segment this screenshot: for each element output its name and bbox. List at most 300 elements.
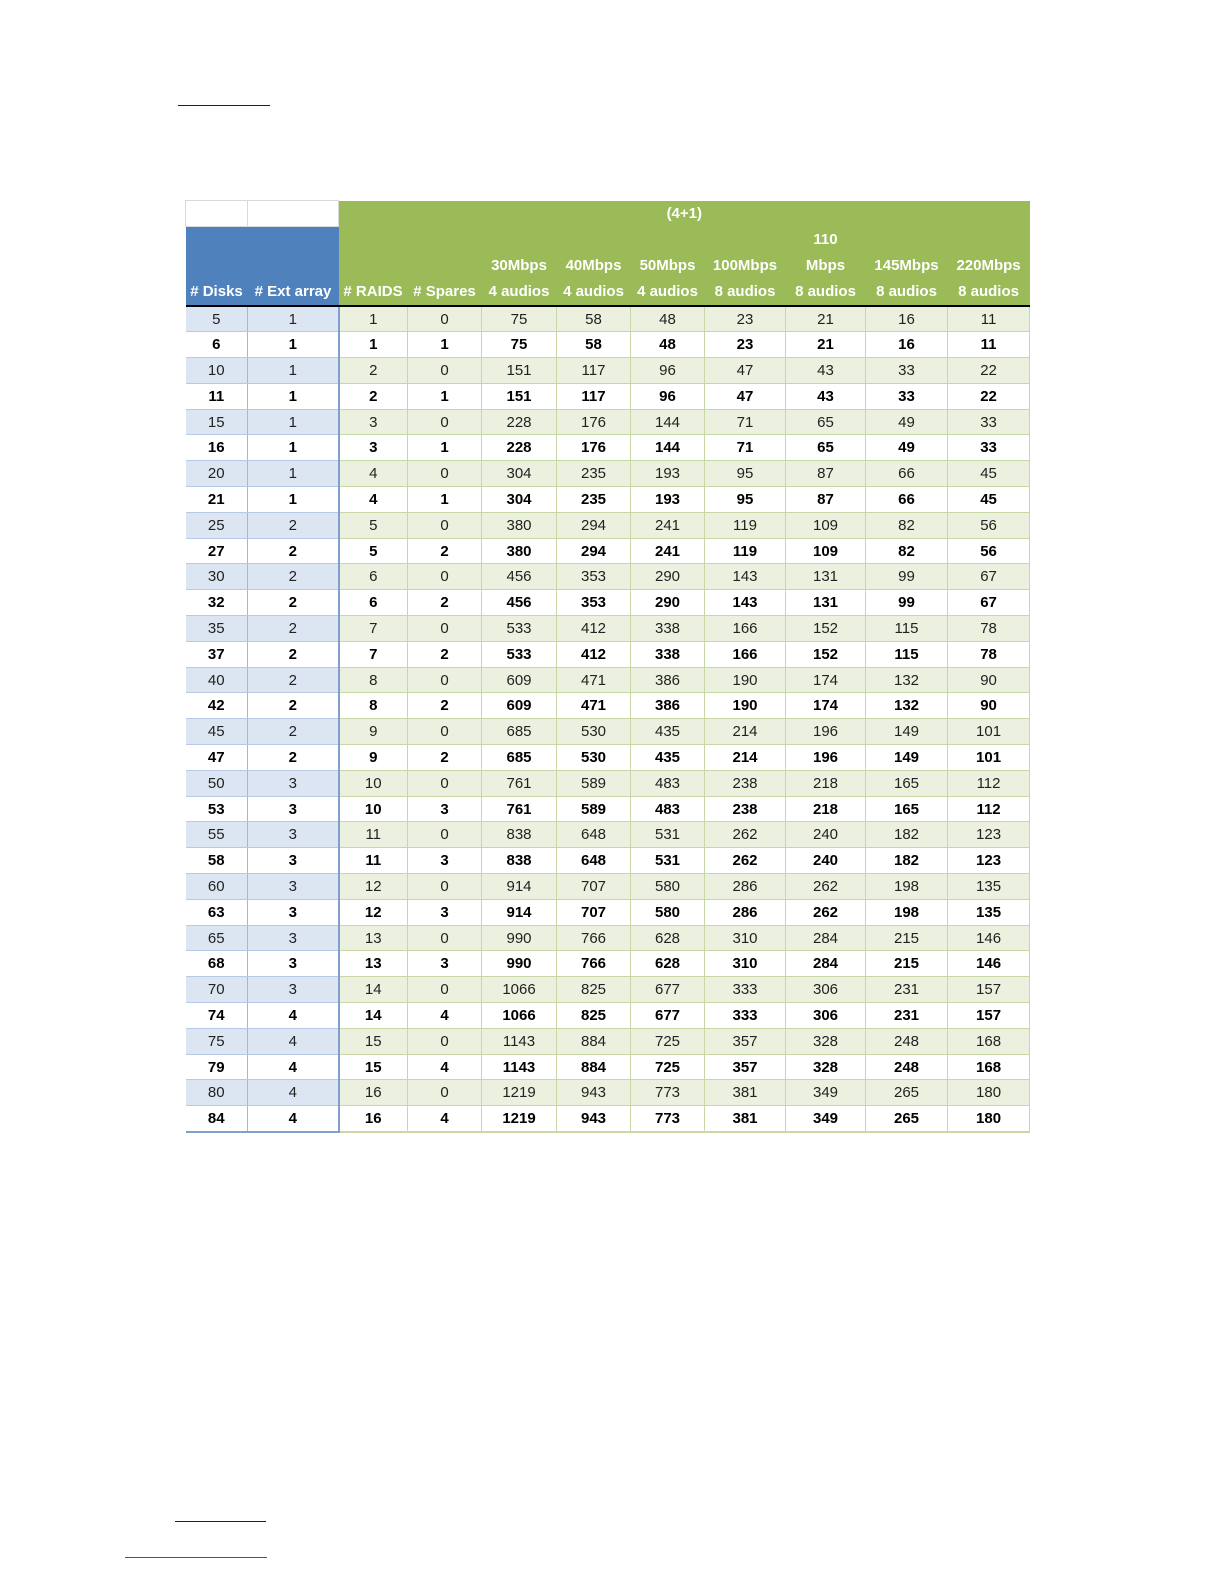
table-cell: 628 <box>631 925 705 951</box>
table-cell: 825 <box>557 977 631 1003</box>
table-cell: 75 <box>186 1028 248 1054</box>
table-cell: 483 <box>631 796 705 822</box>
table-cell: 531 <box>631 848 705 874</box>
table-cell: 21 <box>186 487 248 513</box>
table-cell: 530 <box>557 719 631 745</box>
table-cell: 1 <box>408 487 482 513</box>
table-cell: 115 <box>866 616 948 642</box>
table-cell: 990 <box>482 951 557 977</box>
table-cell: 725 <box>631 1054 705 1080</box>
table-cell: 9 <box>339 745 408 771</box>
table-cell: 4 <box>408 1106 482 1132</box>
table-cell: 228 <box>482 409 557 435</box>
table-cell: 6 <box>339 590 408 616</box>
footer-rule <box>175 1521 266 1522</box>
table-cell: 2 <box>248 564 339 590</box>
column-header <box>705 227 786 307</box>
table-cell: 533 <box>482 641 557 667</box>
table-cell: 48 <box>631 332 705 358</box>
table-cell: 1143 <box>482 1054 557 1080</box>
table-cell: 65 <box>186 925 248 951</box>
table-cell: 294 <box>557 538 631 564</box>
table-cell: 90 <box>948 693 1030 719</box>
table-cell: 16 <box>866 332 948 358</box>
table-row <box>186 745 1030 771</box>
table-cell: 45 <box>948 487 1030 513</box>
table-cell: 530 <box>557 745 631 771</box>
table-row <box>186 461 1030 487</box>
table-cell: 725 <box>631 1028 705 1054</box>
table-row <box>186 332 1030 358</box>
table-cell: 193 <box>631 487 705 513</box>
table-cell: 82 <box>866 512 948 538</box>
table-cell: 215 <box>866 925 948 951</box>
table-cell: 32 <box>186 590 248 616</box>
table-cell: 123 <box>948 822 1030 848</box>
table-cell: 151 <box>482 358 557 384</box>
table-cell: 190 <box>705 693 786 719</box>
table-cell: 20 <box>186 461 248 487</box>
table-cell: 23 <box>705 332 786 358</box>
table-cell: 231 <box>866 977 948 1003</box>
table-cell: 310 <box>705 925 786 951</box>
table-cell: 0 <box>408 770 482 796</box>
table-cell: 1 <box>248 306 339 332</box>
table-cell: 131 <box>786 564 866 590</box>
table-cell: 25 <box>186 512 248 538</box>
table-row <box>186 616 1030 642</box>
table-cell: 53 <box>186 796 248 822</box>
table-cell: 456 <box>482 564 557 590</box>
table-cell: 6 <box>339 564 408 590</box>
table-cell: 117 <box>557 358 631 384</box>
table-row <box>186 383 1030 409</box>
table-cell: 0 <box>408 306 482 332</box>
table-cell: 328 <box>786 1054 866 1080</box>
table-cell: 235 <box>557 461 631 487</box>
table-cell: 11 <box>339 822 408 848</box>
column-header-line <box>705 227 786 253</box>
table-cell: 11 <box>948 306 1030 332</box>
table-cell: 3 <box>408 848 482 874</box>
table-cell: 2 <box>408 745 482 771</box>
table-cell: 2 <box>408 641 482 667</box>
table-cell: 109 <box>786 512 866 538</box>
table-cell: 4 <box>248 1054 339 1080</box>
table-cell: 2 <box>248 538 339 564</box>
table-cell: 3 <box>248 899 339 925</box>
table-cell: 2 <box>408 590 482 616</box>
table-cell: 95 <box>705 461 786 487</box>
table-cell: 47 <box>705 358 786 384</box>
table-cell: 471 <box>557 693 631 719</box>
table-cell: 2 <box>248 719 339 745</box>
column-header-line <box>339 227 408 253</box>
column-header <box>557 227 631 307</box>
table-cell: 248 <box>866 1054 948 1080</box>
table-cell: 580 <box>631 899 705 925</box>
table-cell: 49 <box>866 435 948 461</box>
table-cell: 16 <box>186 435 248 461</box>
table-cell: 238 <box>705 770 786 796</box>
table-cell: 761 <box>482 796 557 822</box>
column-header-row <box>186 227 1030 307</box>
table-cell: 240 <box>786 848 866 874</box>
table-cell: 338 <box>631 641 705 667</box>
table-cell: 67 <box>948 590 1030 616</box>
table-cell: 5 <box>186 306 248 332</box>
table-cell: 914 <box>482 874 557 900</box>
table-cell: 196 <box>786 745 866 771</box>
table-cell: 70 <box>186 977 248 1003</box>
table-cell: 435 <box>631 745 705 771</box>
table-row <box>186 796 1030 822</box>
table-row <box>186 977 1030 1003</box>
table-cell: 357 <box>705 1028 786 1054</box>
table-cell: 99 <box>866 564 948 590</box>
table-cell: 132 <box>866 693 948 719</box>
table-cell: 66 <box>866 461 948 487</box>
table-cell: 48 <box>631 306 705 332</box>
table-row <box>186 590 1030 616</box>
table-cell: 5 <box>339 538 408 564</box>
table-cell: 119 <box>705 512 786 538</box>
table-cell: 180 <box>948 1106 1030 1132</box>
table-cell: 386 <box>631 693 705 719</box>
table-cell: 884 <box>557 1054 631 1080</box>
table-cell: 7 <box>339 616 408 642</box>
table-cell: 2 <box>408 538 482 564</box>
table-cell: 838 <box>482 848 557 874</box>
table-cell: 2 <box>339 383 408 409</box>
table-cell: 99 <box>866 590 948 616</box>
table-cell: 67 <box>948 564 1030 590</box>
table-cell: 132 <box>866 667 948 693</box>
table-cell: 248 <box>866 1028 948 1054</box>
table-cell: 176 <box>557 409 631 435</box>
table-cell: 71 <box>705 409 786 435</box>
table-cell: 7 <box>339 641 408 667</box>
table-cell: 218 <box>786 796 866 822</box>
table-row <box>186 719 1030 745</box>
column-header-line: 110 <box>813 231 838 248</box>
table-cell: 58 <box>186 848 248 874</box>
table-cell: 157 <box>948 1003 1030 1029</box>
table-cell: 0 <box>408 564 482 590</box>
table-cell: 165 <box>866 796 948 822</box>
table-cell: 0 <box>408 1080 482 1106</box>
table-cell: 65 <box>786 435 866 461</box>
table-cell: 284 <box>786 925 866 951</box>
table-row <box>186 822 1030 848</box>
table-cell: 580 <box>631 874 705 900</box>
table-cell: 10 <box>339 796 408 822</box>
group-header-cell: (4+1) <box>339 201 1030 227</box>
table-cell: 286 <box>705 874 786 900</box>
table-cell: 11 <box>339 848 408 874</box>
table-cell: 238 <box>705 796 786 822</box>
table-cell: 16 <box>339 1106 408 1132</box>
table-cell: 101 <box>948 719 1030 745</box>
table-cell: 74 <box>186 1003 248 1029</box>
table-cell: 47 <box>186 745 248 771</box>
table-cell: 4 <box>248 1028 339 1054</box>
table-cell: 15 <box>339 1054 408 1080</box>
table-row <box>186 435 1030 461</box>
table-cell: 157 <box>948 977 1030 1003</box>
table-cell: 58 <box>557 306 631 332</box>
table-row <box>186 641 1030 667</box>
table-cell: 0 <box>408 719 482 745</box>
column-header-line: 8 audios <box>958 283 1019 300</box>
table-cell: 22 <box>948 383 1030 409</box>
table-cell: 231 <box>866 1003 948 1029</box>
table-cell: 412 <box>557 616 631 642</box>
table-cell: 0 <box>408 925 482 951</box>
table-cell: 262 <box>786 899 866 925</box>
table-cell: 193 <box>631 461 705 487</box>
table-cell: 16 <box>339 1080 408 1106</box>
table-cell: 1066 <box>482 1003 557 1029</box>
table-cell: 1 <box>408 332 482 358</box>
table-cell: 766 <box>557 925 631 951</box>
table-cell: 353 <box>557 564 631 590</box>
table-cell: 773 <box>631 1106 705 1132</box>
column-header-line <box>248 227 339 253</box>
table-row <box>186 306 1030 332</box>
column-header-line <box>557 227 631 253</box>
footer-link-underline <box>125 1557 267 1558</box>
table-cell: 338 <box>631 616 705 642</box>
column-header-line: # Spares <box>413 283 476 300</box>
table-cell: 35 <box>186 616 248 642</box>
table-cell: 4 <box>339 487 408 513</box>
table-cell: 47 <box>705 383 786 409</box>
table-cell: 5 <box>339 512 408 538</box>
column-header-line: 4 audios <box>637 283 698 300</box>
column-header <box>631 227 705 307</box>
table-cell: 240 <box>786 822 866 848</box>
column-header-line: # Disks <box>190 283 243 300</box>
table-cell: 78 <box>948 641 1030 667</box>
column-header-line: 145Mbps <box>874 257 939 274</box>
blank-cell <box>186 201 248 227</box>
table-cell: 10 <box>186 358 248 384</box>
column-header-line <box>408 227 482 253</box>
table-row <box>186 1003 1030 1029</box>
table-cell: 95 <box>705 487 786 513</box>
table-cell: 75 <box>482 332 557 358</box>
table-cell: 96 <box>631 383 705 409</box>
table-cell: 152 <box>786 616 866 642</box>
table-cell: 112 <box>948 770 1030 796</box>
table-cell: 304 <box>482 461 557 487</box>
column-header-line <box>186 253 248 279</box>
table-row <box>186 925 1030 951</box>
table-cell: 65 <box>786 409 866 435</box>
table-cell: 349 <box>786 1080 866 1106</box>
table-row <box>186 770 1030 796</box>
table-cell: 13 <box>339 951 408 977</box>
table-cell: 412 <box>557 641 631 667</box>
table-cell: 262 <box>705 822 786 848</box>
table-cell: 1 <box>248 358 339 384</box>
table-cell: 1 <box>248 461 339 487</box>
table-cell: 168 <box>948 1028 1030 1054</box>
column-header <box>948 227 1030 307</box>
table-cell: 357 <box>705 1054 786 1080</box>
table-cell: 262 <box>786 874 866 900</box>
table-cell: 144 <box>631 409 705 435</box>
table-cell: 15 <box>186 409 248 435</box>
table-cell: 49 <box>866 409 948 435</box>
table-cell: 533 <box>482 616 557 642</box>
table-cell: 33 <box>866 358 948 384</box>
table-cell: 349 <box>786 1106 866 1132</box>
table-cell: 677 <box>631 1003 705 1029</box>
table-cell: 2 <box>248 693 339 719</box>
table-cell: 14 <box>339 977 408 1003</box>
table-cell: 198 <box>866 899 948 925</box>
table-cell: 4 <box>339 461 408 487</box>
table-cell: 131 <box>786 590 866 616</box>
column-header-line <box>408 253 482 279</box>
table-cell: 2 <box>408 693 482 719</box>
table-cell: 146 <box>948 925 1030 951</box>
column-header-line <box>866 227 948 253</box>
table-cell: 685 <box>482 745 557 771</box>
table-cell: 2 <box>248 512 339 538</box>
table-cell: 63 <box>186 899 248 925</box>
table-cell: 265 <box>866 1080 948 1106</box>
table-cell: 1 <box>248 487 339 513</box>
table-cell: 168 <box>948 1054 1030 1080</box>
table-cell: 380 <box>482 538 557 564</box>
table-cell: 13 <box>339 925 408 951</box>
table-cell: 1143 <box>482 1028 557 1054</box>
table-cell: 33 <box>948 435 1030 461</box>
table-cell: 589 <box>557 770 631 796</box>
table-cell: 1219 <box>482 1106 557 1132</box>
column-header <box>408 227 482 307</box>
column-header-line: 8 audios <box>876 283 937 300</box>
table-cell: 3 <box>408 796 482 822</box>
table-cell: 135 <box>948 899 1030 925</box>
table-cell: 2 <box>248 745 339 771</box>
table-cell: 3 <box>248 874 339 900</box>
table-cell: 68 <box>186 951 248 977</box>
table-cell: 166 <box>705 641 786 667</box>
table-cell: 22 <box>948 358 1030 384</box>
table-cell: 12 <box>339 899 408 925</box>
table-cell: 214 <box>705 745 786 771</box>
table-cell: 0 <box>408 874 482 900</box>
table-cell: 43 <box>786 358 866 384</box>
table-cell: 3 <box>248 796 339 822</box>
table-cell: 3 <box>248 925 339 951</box>
table-cell: 1 <box>248 332 339 358</box>
column-header-line <box>339 253 408 279</box>
table-row <box>186 693 1030 719</box>
table-row <box>186 487 1030 513</box>
table-cell: 146 <box>948 951 1030 977</box>
table-cell: 109 <box>786 538 866 564</box>
table-cell: 40 <box>186 667 248 693</box>
table-cell: 45 <box>186 719 248 745</box>
header-rule <box>178 105 270 106</box>
table-cell: 58 <box>557 332 631 358</box>
table-cell: 182 <box>866 822 948 848</box>
table-cell: 235 <box>557 487 631 513</box>
table-cell: 143 <box>705 564 786 590</box>
table-cell: 353 <box>557 590 631 616</box>
table-cell: 304 <box>482 487 557 513</box>
table-cell: 75 <box>482 306 557 332</box>
column-header <box>186 227 248 307</box>
table-cell: 4 <box>248 1003 339 1029</box>
column-header-line <box>186 227 248 253</box>
table-cell: 0 <box>408 616 482 642</box>
column-header-line: # RAIDS <box>343 283 403 300</box>
table-cell: 33 <box>866 383 948 409</box>
column-header <box>339 227 408 307</box>
table-cell: 80 <box>186 1080 248 1106</box>
column-header-line: 4 audios <box>563 283 624 300</box>
table-cell: 1 <box>339 306 408 332</box>
table-cell: 87 <box>786 487 866 513</box>
table-cell: 84 <box>186 1106 248 1132</box>
table-cell: 648 <box>557 848 631 874</box>
table-cell: 96 <box>631 358 705 384</box>
table-cell: 943 <box>557 1080 631 1106</box>
table-cell: 101 <box>948 745 1030 771</box>
table-cell: 2 <box>339 358 408 384</box>
column-header-line: # Ext array <box>254 283 332 300</box>
table-cell: 135 <box>948 874 1030 900</box>
table-cell: 677 <box>631 977 705 1003</box>
table-cell: 176 <box>557 435 631 461</box>
table-cell: 761 <box>482 770 557 796</box>
table-cell: 471 <box>557 667 631 693</box>
table-row <box>186 1054 1030 1080</box>
table-cell: 3 <box>248 977 339 1003</box>
table-cell: 531 <box>631 822 705 848</box>
table-row <box>186 899 1030 925</box>
table-row <box>186 358 1030 384</box>
table-cell: 310 <box>705 951 786 977</box>
table-cell: 117 <box>557 383 631 409</box>
column-header-line: Mbps <box>805 257 846 274</box>
table-cell: 3 <box>339 435 408 461</box>
table-cell: 79 <box>186 1054 248 1080</box>
table-cell: 87 <box>786 461 866 487</box>
table-row <box>186 1106 1030 1132</box>
table-cell: 174 <box>786 667 866 693</box>
table-cell: 166 <box>705 616 786 642</box>
table-cell: 143 <box>705 590 786 616</box>
table-cell: 0 <box>408 977 482 1003</box>
column-header-line <box>948 227 1030 253</box>
table-cell: 8 <box>339 667 408 693</box>
table-cell: 0 <box>408 358 482 384</box>
table-cell: 12 <box>339 874 408 900</box>
table-cell: 284 <box>786 951 866 977</box>
table-cell: 6 <box>186 332 248 358</box>
table-cell: 328 <box>786 1028 866 1054</box>
table-cell: 43 <box>786 383 866 409</box>
table-row <box>186 1080 1030 1106</box>
column-header-line: 4 audios <box>488 283 550 300</box>
